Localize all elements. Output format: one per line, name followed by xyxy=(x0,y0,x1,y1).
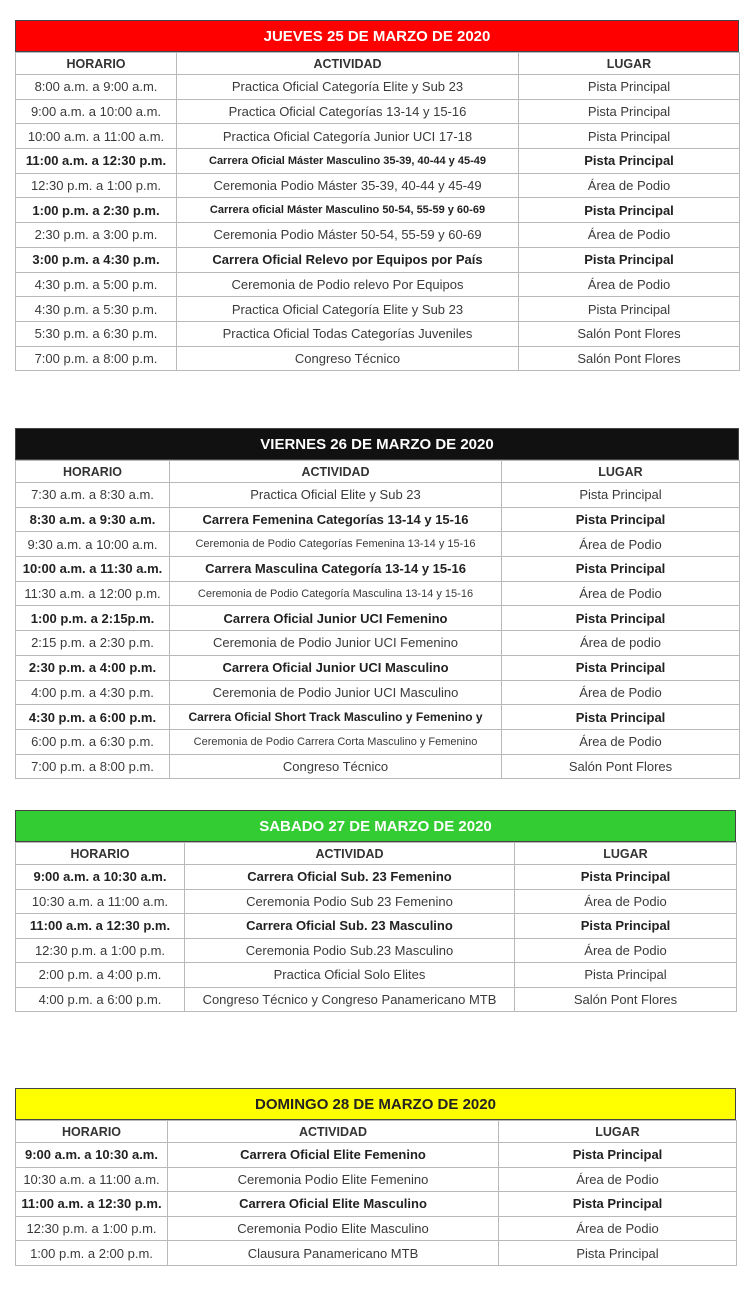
cell-activity: Carrera Oficial Sub. 23 Masculino xyxy=(185,914,515,939)
cell-activity: Ceremonia Podio Máster 50-54, 55-59 y 60-69 xyxy=(177,223,519,248)
cell-time: 2:30 p.m. a 3:00 p.m. xyxy=(16,223,177,248)
cell-time: 9:00 a.m. a 10:00 a.m. xyxy=(16,99,177,124)
cell-activity: Ceremonia Podio Máster 35-39, 40-44 y 45-49 xyxy=(177,173,519,198)
cell-time: 7:30 a.m. a 8:30 a.m. xyxy=(16,483,170,508)
schedule-row xyxy=(16,963,737,988)
cell-place: Pista Principal xyxy=(519,247,740,272)
schedule-row xyxy=(16,754,740,779)
cell-time: 10:30 a.m. a 11:00 a.m. xyxy=(16,889,185,914)
cell-time: 1:00 p.m. a 2:30 p.m. xyxy=(16,198,177,223)
cell-time: 11:00 a.m. a 12:30 p.m. xyxy=(16,149,177,174)
cell-time: 9:30 a.m. a 10:00 a.m. xyxy=(16,532,170,557)
cell-time: 4:00 p.m. a 4:30 p.m. xyxy=(16,680,170,705)
schedule-row xyxy=(16,321,740,346)
cell-activity: Practica Oficial Todas Categorías Juveniles xyxy=(177,321,519,346)
schedule-row xyxy=(16,346,740,371)
cell-activity: Congreso Técnico y Congreso Panamericano MTB xyxy=(185,987,515,1012)
cell-time: 11:00 a.m. a 12:30 p.m. xyxy=(16,914,185,939)
cell-activity: Carrera Oficial Junior UCI Femenino xyxy=(170,606,502,631)
schedule-table xyxy=(15,52,740,371)
cell-time: 11:30 a.m. a 12:00 p.m. xyxy=(16,581,170,606)
cell-place: Pista Principal xyxy=(515,963,737,988)
cell-activity: Carrera Masculina Categoría 13-14 y 15-16 xyxy=(170,557,502,582)
schedule-row xyxy=(16,680,740,705)
column-header-activity: ACTIVIDAD xyxy=(170,461,502,483)
column-header-time: HORARIO xyxy=(16,461,170,483)
cell-time: 2:00 p.m. a 4:00 p.m. xyxy=(16,963,185,988)
cell-place: Pista Principal xyxy=(519,149,740,174)
cell-time: 7:00 p.m. a 8:00 p.m. xyxy=(16,346,177,371)
cell-activity: Ceremonia Podio Elite Masculino xyxy=(168,1216,499,1241)
cell-time: 12:30 p.m. a 1:00 p.m. xyxy=(16,1216,168,1241)
schedule-day-thursday xyxy=(15,20,739,371)
cell-place: Área de Podio xyxy=(519,272,740,297)
schedule-row xyxy=(16,1241,737,1266)
cell-time: 3:00 p.m. a 4:30 p.m. xyxy=(16,247,177,272)
cell-place: Área de Podio xyxy=(499,1167,737,1192)
schedule-row xyxy=(16,223,740,248)
cell-activity: Ceremonia de Podio Junior UCI Masculino xyxy=(170,680,502,705)
cell-place: Pista Principal xyxy=(519,75,740,100)
cell-place: Pista Principal xyxy=(519,99,740,124)
cell-place: Área de Podio xyxy=(515,889,737,914)
schedule-table xyxy=(15,460,740,779)
schedule-day-saturday xyxy=(15,810,736,1012)
cell-place: Pista Principal xyxy=(519,297,740,322)
schedule-row xyxy=(16,557,740,582)
schedule-row xyxy=(16,124,740,149)
cell-place: Pista Principal xyxy=(515,865,737,890)
schedule-row xyxy=(16,729,740,754)
cell-activity: Ceremonia de Podio Junior UCI Femenino xyxy=(170,631,502,656)
cell-place: Pista Principal xyxy=(519,124,740,149)
cell-activity: Carrera Oficial Elite Masculino xyxy=(168,1192,499,1217)
cell-time: 2:15 p.m. a 2:30 p.m. xyxy=(16,631,170,656)
cell-time: 6:00 p.m. a 6:30 p.m. xyxy=(16,729,170,754)
column-header-place: LUGAR xyxy=(515,843,737,865)
column-header-activity: ACTIVIDAD xyxy=(185,843,515,865)
cell-place: Salón Pont Flores xyxy=(519,321,740,346)
column-header-activity: ACTIVIDAD xyxy=(177,53,519,75)
cell-place: Salón Pont Flores xyxy=(515,987,737,1012)
cell-time: 11:00 a.m. a 12:30 p.m. xyxy=(16,1192,168,1217)
cell-time: 10:00 a.m. a 11:30 a.m. xyxy=(16,557,170,582)
cell-time: 4:30 p.m. a 6:00 p.m. xyxy=(16,705,170,730)
cell-time: 4:30 p.m. a 5:00 p.m. xyxy=(16,272,177,297)
cell-place: Pista Principal xyxy=(499,1241,737,1266)
cell-activity: Carrera Oficial Máster Masculino 35-39, 40-44 y 45-49 xyxy=(177,149,519,174)
cell-activity: Congreso Técnico xyxy=(177,346,519,371)
schedule-rows xyxy=(16,75,740,371)
column-header-place: LUGAR xyxy=(502,461,740,483)
schedule-row xyxy=(16,606,740,631)
schedule-day-friday xyxy=(15,428,739,779)
cell-place: Pista Principal xyxy=(519,198,740,223)
day-banner: SABADO 27 DE MARZO DE 2020 xyxy=(15,810,736,842)
cell-place: Área de Podio xyxy=(519,223,740,248)
cell-activity: Ceremonia de Podio Carrera Corta Masculino y Femenino xyxy=(170,729,502,754)
cell-activity: Practica Oficial Categorías 13-14 y 15-16 xyxy=(177,99,519,124)
schedule-row xyxy=(16,297,740,322)
cell-place: Salón Pont Flores xyxy=(519,346,740,371)
schedule-rows xyxy=(16,865,737,1012)
column-header-place: LUGAR xyxy=(519,53,740,75)
cell-time: 4:00 p.m. a 6:00 p.m. xyxy=(16,987,185,1012)
schedule-row xyxy=(16,889,737,914)
schedule-row xyxy=(16,938,737,963)
schedule-table xyxy=(15,842,737,1012)
column-header-time: HORARIO xyxy=(16,1121,168,1143)
schedule-row xyxy=(16,198,740,223)
cell-place: Pista Principal xyxy=(502,705,740,730)
cell-time: 9:00 a.m. a 10:30 a.m. xyxy=(16,1143,168,1168)
cell-activity: Ceremonia de Podio relevo Por Equipos xyxy=(177,272,519,297)
cell-place: Pista Principal xyxy=(499,1192,737,1217)
column-header-time: HORARIO xyxy=(16,53,177,75)
schedule-row xyxy=(16,173,740,198)
schedule-row xyxy=(16,705,740,730)
schedule-day-sunday xyxy=(15,1088,736,1266)
schedule-row xyxy=(16,507,740,532)
cell-activity: Practica Oficial Solo Elites xyxy=(185,963,515,988)
schedule-row xyxy=(16,1192,737,1217)
cell-activity: Ceremonia de Podio Categoría Masculina 13-14 y 15-16 xyxy=(170,581,502,606)
schedule-row xyxy=(16,247,740,272)
cell-place: Área de Podio xyxy=(502,729,740,754)
cell-place: Área de Podio xyxy=(502,680,740,705)
cell-place: Salón Pont Flores xyxy=(502,754,740,779)
cell-place: Área de podio xyxy=(502,631,740,656)
schedule-row xyxy=(16,99,740,124)
schedule-rows xyxy=(16,483,740,779)
schedule-row xyxy=(16,987,737,1012)
cell-place: Área de Podio xyxy=(519,173,740,198)
cell-activity: Practica Oficial Categoría Elite y Sub 23 xyxy=(177,297,519,322)
cell-activity: Carrera Oficial Relevo por Equipos por País xyxy=(177,247,519,272)
cell-time: 12:30 p.m. a 1:00 p.m. xyxy=(16,938,185,963)
schedule-rows xyxy=(16,1143,737,1266)
schedule-row xyxy=(16,1216,737,1241)
schedule-row xyxy=(16,75,740,100)
cell-time: 8:30 a.m. a 9:30 a.m. xyxy=(16,507,170,532)
cell-activity: Carrera Oficial Short Track Masculino y Femenino y xyxy=(170,705,502,730)
cell-place: Área de Podio xyxy=(502,532,740,557)
cell-place: Área de Podio xyxy=(499,1216,737,1241)
schedule-row xyxy=(16,149,740,174)
day-banner: VIERNES 26 DE MARZO DE 2020 xyxy=(15,428,739,460)
cell-time: 9:00 a.m. a 10:30 a.m. xyxy=(16,865,185,890)
cell-activity: Carrera Oficial Elite Femenino xyxy=(168,1143,499,1168)
schedule-row xyxy=(16,1167,737,1192)
cell-place: Pista Principal xyxy=(502,557,740,582)
schedule-row xyxy=(16,581,740,606)
schedule-row xyxy=(16,865,737,890)
cell-place: Área de Podio xyxy=(502,581,740,606)
cell-time: 5:30 p.m. a 6:30 p.m. xyxy=(16,321,177,346)
cell-time: 10:30 a.m. a 11:00 a.m. xyxy=(16,1167,168,1192)
cell-time: 10:00 a.m. a 11:00 a.m. xyxy=(16,124,177,149)
schedule-row xyxy=(16,914,737,939)
cell-activity: Carrera Femenina Categorías 13-14 y 15-16 xyxy=(170,507,502,532)
cell-time: 2:30 p.m. a 4:00 p.m. xyxy=(16,655,170,680)
schedule-row xyxy=(16,532,740,557)
cell-activity: Ceremonia Podio Sub.23 Masculino xyxy=(185,938,515,963)
cell-activity: Carrera Oficial Junior UCI Masculino xyxy=(170,655,502,680)
cell-time: 12:30 p.m. a 1:00 p.m. xyxy=(16,173,177,198)
cell-activity: Ceremonia Podio Sub 23 Femenino xyxy=(185,889,515,914)
schedule-row xyxy=(16,655,740,680)
column-header-time: HORARIO xyxy=(16,843,185,865)
schedule-row xyxy=(16,1143,737,1168)
cell-time: 8:00 a.m. a 9:00 a.m. xyxy=(16,75,177,100)
schedule-table xyxy=(15,1120,737,1266)
day-banner: JUEVES 25 DE MARZO DE 2020 xyxy=(15,20,739,52)
cell-time: 1:00 p.m. a 2:15p.m. xyxy=(16,606,170,631)
schedule-row xyxy=(16,272,740,297)
column-header-place: LUGAR xyxy=(499,1121,737,1143)
cell-place: Pista Principal xyxy=(502,655,740,680)
cell-activity: Carrera oficial Máster Masculino 50-54, 55-59 y 60-69 xyxy=(177,198,519,223)
cell-place: Pista Principal xyxy=(499,1143,737,1168)
cell-activity: Clausura Panamericano MTB xyxy=(168,1241,499,1266)
cell-activity: Ceremonia Podio Elite Femenino xyxy=(168,1167,499,1192)
cell-place: Pista Principal xyxy=(502,606,740,631)
cell-activity: Ceremonia de Podio Categorías Femenina 13-14 y 15-16 xyxy=(170,532,502,557)
cell-activity: Congreso Técnico xyxy=(170,754,502,779)
day-banner: DOMINGO 28 DE MARZO DE 2020 xyxy=(15,1088,736,1120)
cell-place: Pista Principal xyxy=(515,914,737,939)
cell-activity: Carrera Oficial Sub. 23 Femenino xyxy=(185,865,515,890)
cell-activity: Practica Oficial Elite y Sub 23 xyxy=(170,483,502,508)
cell-time: 4:30 p.m. a 5:30 p.m. xyxy=(16,297,177,322)
cell-place: Pista Principal xyxy=(502,507,740,532)
cell-activity: Practica Oficial Categoría Junior UCI 17-18 xyxy=(177,124,519,149)
column-header-activity: ACTIVIDAD xyxy=(168,1121,499,1143)
cell-time: 1:00 p.m. a 2:00 p.m. xyxy=(16,1241,168,1266)
schedule-row xyxy=(16,631,740,656)
cell-activity: Practica Oficial Categoría Elite y Sub 23 xyxy=(177,75,519,100)
schedule-row xyxy=(16,483,740,508)
cell-place: Pista Principal xyxy=(502,483,740,508)
cell-place: Área de Podio xyxy=(515,938,737,963)
cell-time: 7:00 p.m. a 8:00 p.m. xyxy=(16,754,170,779)
